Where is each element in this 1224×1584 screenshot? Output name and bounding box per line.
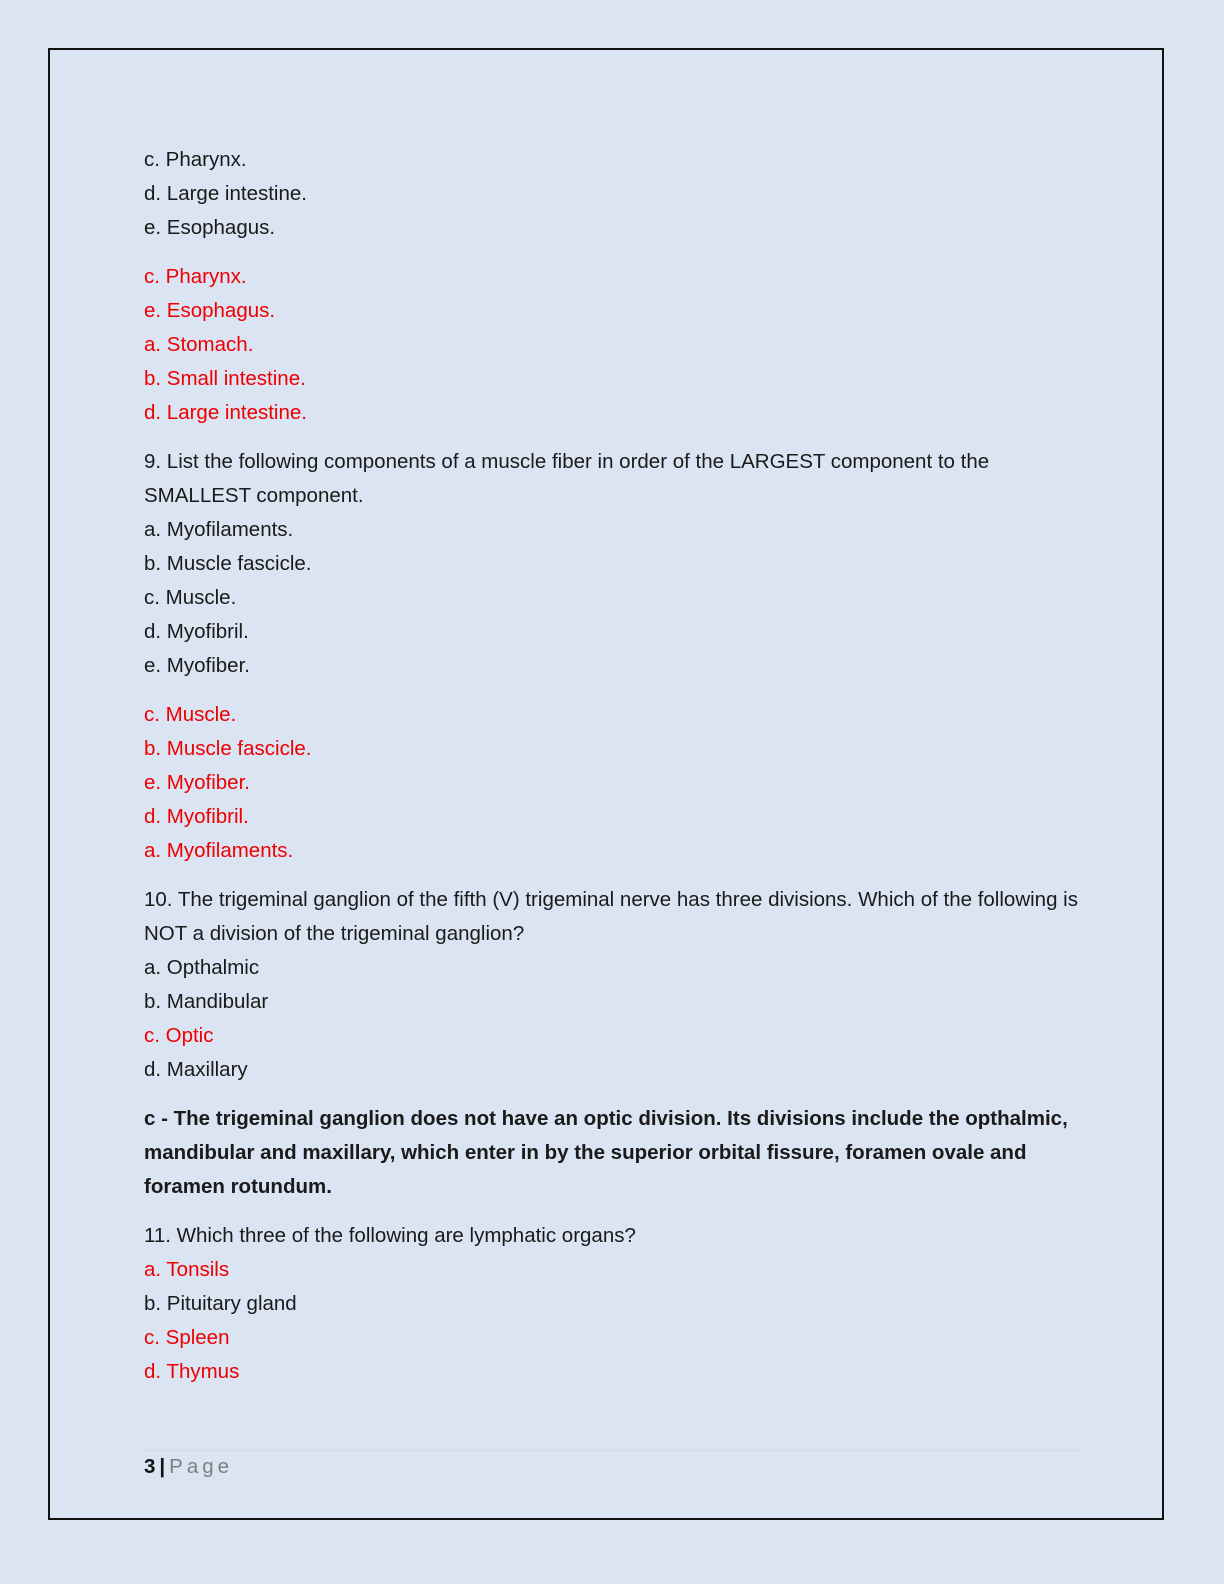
footer-divider [144, 1450, 1084, 1451]
answer-line: b. Small intestine. [144, 367, 306, 390]
option-line: d. Large intestine. [144, 182, 307, 205]
option-line: d. Myofibril. [144, 620, 249, 643]
answer-line: e. Esophagus. [144, 299, 276, 322]
answer-line: a. Tonsils [144, 1258, 230, 1281]
explanation-10: c - The trigeminal ganglion does not have an optic division. Its divisions include the opthalmic, mandibular and maxillary, which enter in by the superior orbital fissure, foramen ovale and foramen rotundum. [144, 1107, 1068, 1198]
page-content [144, 143, 1084, 1389]
answer-line: a. Myofilaments. [144, 839, 294, 862]
option-line: d. Maxillary [144, 1058, 248, 1081]
answer-line: a. Stomach. [144, 333, 254, 356]
answer-line: d. Thymus [144, 1360, 240, 1383]
question-10: 10. The trigeminal ganglion of the fifth (V) trigeminal nerve has three divisions. Which of the following is NOT a division of the trigeminal ganglion? [144, 888, 1078, 945]
option-line: e. Esophagus. [144, 216, 276, 239]
answer-line: e. Myofiber. [144, 771, 250, 794]
answer-line: d. Large intestine. [144, 401, 307, 424]
option-line: e. Myofiber. [144, 654, 250, 677]
answer-line: c. Optic [144, 1024, 214, 1047]
answer-line: b. Muscle fascicle. [144, 737, 312, 760]
page-number: 3 [144, 1455, 156, 1478]
option-line: b. Pituitary gland [144, 1292, 297, 1315]
option-line: a. Myofilaments. [144, 518, 294, 541]
option-line: a. Opthalmic [144, 956, 260, 979]
page-footer [144, 1453, 233, 1481]
option-line: b. Mandibular [144, 990, 269, 1013]
answer-line: c. Pharynx. [144, 265, 247, 288]
option-line: b. Muscle fascicle. [144, 552, 312, 575]
option-line: c. Pharynx. [144, 148, 247, 171]
option-line: c. Muscle. [144, 586, 237, 609]
page-label: Page [169, 1455, 234, 1478]
answer-line: c. Spleen [144, 1326, 230, 1349]
answer-line: d. Myofibril. [144, 805, 249, 828]
question-9: 9. List the following components of a muscle fiber in order of the LARGEST component to the SMALLEST component. [144, 450, 990, 507]
footer-separator: | [159, 1455, 166, 1478]
answer-line: c. Muscle. [144, 703, 237, 726]
question-11: 11. Which three of the following are lymphatic organs? [144, 1224, 636, 1247]
